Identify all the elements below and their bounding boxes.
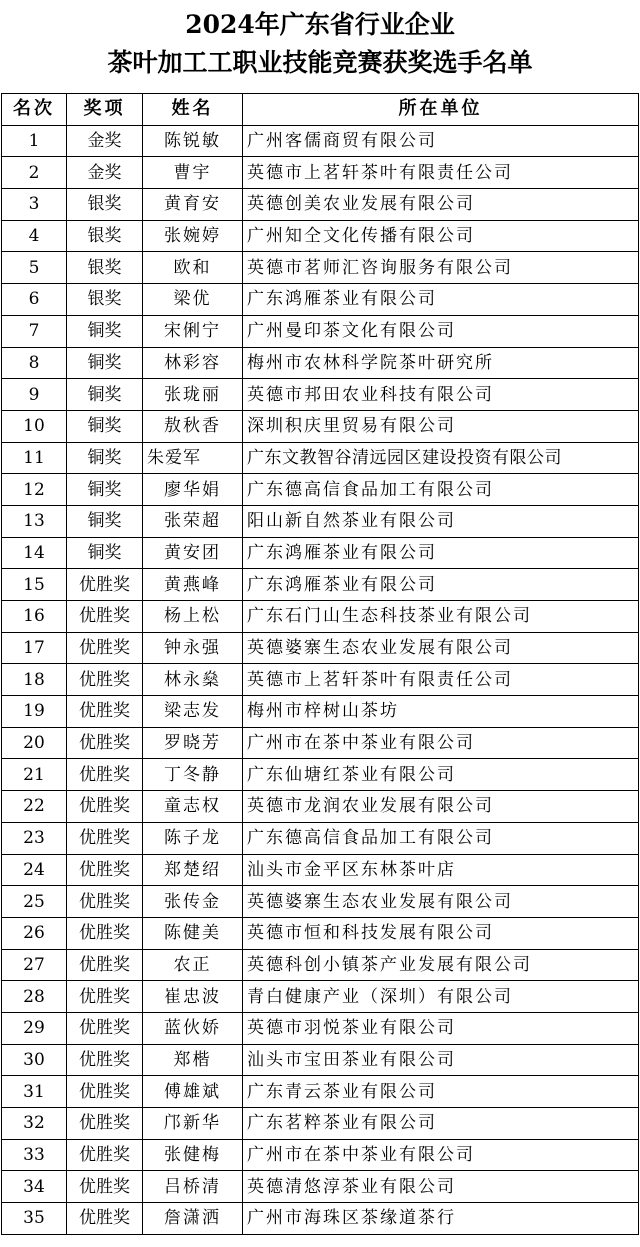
table-row xyxy=(2,505,639,537)
rank-cell: 15 xyxy=(2,569,67,601)
unit-cell: 英德市邦田农业科技有限公司 xyxy=(243,379,639,411)
unit-cell: 广州知仝文化传播有限公司 xyxy=(243,220,639,252)
award-cell: 优胜奖 xyxy=(67,569,143,601)
rank-cell: 2 xyxy=(2,157,67,189)
table-row xyxy=(2,854,639,886)
table-row xyxy=(2,886,639,918)
rank-cell: 11 xyxy=(2,442,67,474)
unit-cell: 广州市在茶中茶业有限公司 xyxy=(243,1139,639,1171)
unit-cell: 汕头市宝田茶业有限公司 xyxy=(243,1044,639,1076)
award-cell: 优胜奖 xyxy=(67,664,143,696)
name-cell: 林永燊 xyxy=(143,664,243,696)
name-cell: 张健梅 xyxy=(143,1139,243,1171)
table-row xyxy=(2,917,639,949)
unit-cell: 广东仙塘红茶业有限公司 xyxy=(243,759,639,791)
name-cell: 黄育安 xyxy=(143,189,243,221)
award-cell: 铜奖 xyxy=(67,410,143,442)
unit-cell: 英德婆寨生态农业发展有限公司 xyxy=(243,886,639,918)
unit-cell: 英德市上茗轩茶叶有限责任公司 xyxy=(243,157,639,189)
unit-cell: 广东青云茶业有限公司 xyxy=(243,1076,639,1108)
rank-cell: 9 xyxy=(2,379,67,411)
award-cell: 铜奖 xyxy=(67,474,143,506)
unit-cell: 英德创美农业发展有限公司 xyxy=(243,189,639,221)
table-row xyxy=(2,727,639,759)
unit-cell: 青白健康产业（深圳）有限公司 xyxy=(243,981,639,1013)
header-rank: 名次 xyxy=(2,94,67,126)
unit-cell: 广东鸿雁茶业有限公司 xyxy=(243,284,639,316)
award-cell: 铜奖 xyxy=(67,347,143,379)
winners-table xyxy=(1,93,639,1235)
award-cell: 优胜奖 xyxy=(67,1012,143,1044)
name-cell: 丁冬静 xyxy=(143,759,243,791)
award-cell: 金奖 xyxy=(67,157,143,189)
unit-cell: 阳山新自然茶业有限公司 xyxy=(243,505,639,537)
award-cell: 铜奖 xyxy=(67,442,143,474)
award-cell: 铜奖 xyxy=(67,315,143,347)
unit-cell: 广东德高信食品加工有限公司 xyxy=(243,822,639,854)
unit-cell: 深圳积庆里贸易有限公司 xyxy=(243,410,639,442)
rank-cell: 13 xyxy=(2,505,67,537)
unit-cell: 广东茗粹茶业有限公司 xyxy=(243,1108,639,1140)
rank-cell: 33 xyxy=(2,1139,67,1171)
unit-cell: 梅州市农林科学院茶叶研究所 xyxy=(243,347,639,379)
table-row xyxy=(2,379,639,411)
document-title-line1: 2024年广东省行业企业 xyxy=(185,10,455,39)
unit-cell: 广东鸿雁茶业有限公司 xyxy=(243,569,639,601)
award-cell: 铜奖 xyxy=(67,505,143,537)
table-row xyxy=(2,632,639,664)
table-row xyxy=(2,1076,639,1108)
rank-cell: 7 xyxy=(2,315,67,347)
rank-cell: 16 xyxy=(2,601,67,633)
award-cell: 铜奖 xyxy=(67,537,143,569)
award-cell: 优胜奖 xyxy=(67,1171,143,1203)
name-cell: 邝新华 xyxy=(143,1108,243,1140)
rank-cell: 21 xyxy=(2,759,67,791)
unit-cell: 英德婆寨生态农业发展有限公司 xyxy=(243,632,639,664)
table-row xyxy=(2,601,639,633)
name-cell: 陈健美 xyxy=(143,917,243,949)
unit-cell: 英德清悠淳茶业有限公司 xyxy=(243,1171,639,1203)
name-cell: 张珑丽 xyxy=(143,379,243,411)
name-cell: 林彩容 xyxy=(143,347,243,379)
rank-cell: 25 xyxy=(2,886,67,918)
table-row xyxy=(2,664,639,696)
name-cell: 傅雄斌 xyxy=(143,1076,243,1108)
rank-cell: 32 xyxy=(2,1108,67,1140)
name-cell: 罗晓芳 xyxy=(143,727,243,759)
name-cell: 张传金 xyxy=(143,886,243,918)
unit-cell: 广州市海珠区茶缘道茶行 xyxy=(243,1203,639,1235)
table-row xyxy=(2,220,639,252)
table-row xyxy=(2,569,639,601)
rank-cell: 19 xyxy=(2,696,67,728)
unit-cell: 广东鸿雁茶业有限公司 xyxy=(243,537,639,569)
name-cell: 敖秋香 xyxy=(143,410,243,442)
unit-cell: 广东文教智谷清远园区建设投资有限公司 xyxy=(243,442,639,474)
table-row xyxy=(2,949,639,981)
award-cell: 优胜奖 xyxy=(67,1108,143,1140)
unit-cell: 汕头市金平区东林茶叶店 xyxy=(243,854,639,886)
unit-cell: 英德市上茗轩茶叶有限责任公司 xyxy=(243,664,639,696)
name-cell: 农正 xyxy=(143,949,243,981)
unit-cell: 广东石门山生态科技茶业有限公司 xyxy=(243,601,639,633)
unit-cell: 英德市龙润农业发展有限公司 xyxy=(243,791,639,823)
rank-cell: 5 xyxy=(2,252,67,284)
table-row xyxy=(2,252,639,284)
table-row xyxy=(2,410,639,442)
name-cell: 陈子龙 xyxy=(143,822,243,854)
name-cell: 张荣超 xyxy=(143,505,243,537)
unit-cell: 英德科创小镇茶产业发展有限公司 xyxy=(243,949,639,981)
table-body xyxy=(2,125,639,1234)
award-cell: 金奖 xyxy=(67,125,143,157)
table-row xyxy=(2,442,639,474)
name-cell: 崔忠波 xyxy=(143,981,243,1013)
table-row xyxy=(2,315,639,347)
table-row xyxy=(2,696,639,728)
unit-cell: 广东德高信食品加工有限公司 xyxy=(243,474,639,506)
award-cell: 优胜奖 xyxy=(67,727,143,759)
name-cell: 蓝伙娇 xyxy=(143,1012,243,1044)
rank-cell: 6 xyxy=(2,284,67,316)
award-cell: 优胜奖 xyxy=(67,1076,143,1108)
table-row xyxy=(2,1108,639,1140)
header-name: 姓名 xyxy=(143,94,243,126)
unit-cell: 广州曼印茶文化有限公司 xyxy=(243,315,639,347)
award-cell: 优胜奖 xyxy=(67,791,143,823)
name-cell: 宋俐宁 xyxy=(143,315,243,347)
rank-cell: 14 xyxy=(2,537,67,569)
rank-cell: 29 xyxy=(2,1012,67,1044)
award-cell: 优胜奖 xyxy=(67,886,143,918)
table-header-row xyxy=(2,94,639,126)
award-cell: 银奖 xyxy=(67,189,143,221)
rank-cell: 24 xyxy=(2,854,67,886)
table-row xyxy=(2,759,639,791)
name-cell: 詹潇洒 xyxy=(143,1203,243,1235)
rank-cell: 30 xyxy=(2,1044,67,1076)
award-cell: 银奖 xyxy=(67,220,143,252)
name-cell: 杨上松 xyxy=(143,601,243,633)
table-row xyxy=(2,157,639,189)
unit-cell: 英德市恒和科技发展有限公司 xyxy=(243,917,639,949)
rank-cell: 20 xyxy=(2,727,67,759)
rank-cell: 8 xyxy=(2,347,67,379)
name-cell: 黄燕峰 xyxy=(143,569,243,601)
rank-cell: 28 xyxy=(2,981,67,1013)
award-cell: 优胜奖 xyxy=(67,759,143,791)
award-cell: 优胜奖 xyxy=(67,854,143,886)
table-row xyxy=(2,1139,639,1171)
table-row xyxy=(2,1171,639,1203)
rank-cell: 26 xyxy=(2,917,67,949)
rank-cell: 12 xyxy=(2,474,67,506)
document-title-line2: 茶叶加工工职业技能竞赛获奖选手名单 xyxy=(107,48,533,77)
table-row xyxy=(2,1203,639,1235)
name-cell: 梁优 xyxy=(143,284,243,316)
table-row xyxy=(2,1044,639,1076)
header-unit: 所在单位 xyxy=(243,94,639,126)
unit-cell: 英德市茗师汇咨询服务有限公司 xyxy=(243,252,639,284)
name-cell: 朱爱军 xyxy=(143,442,243,474)
header-award: 奖项 xyxy=(67,94,143,126)
rank-cell: 18 xyxy=(2,664,67,696)
rank-cell: 35 xyxy=(2,1203,67,1235)
rank-cell: 1 xyxy=(2,125,67,157)
rank-cell: 31 xyxy=(2,1076,67,1108)
table-row xyxy=(2,474,639,506)
name-cell: 廖华娟 xyxy=(143,474,243,506)
award-cell: 优胜奖 xyxy=(67,1203,143,1235)
name-cell: 张婉婷 xyxy=(143,220,243,252)
table-row xyxy=(2,1012,639,1044)
name-cell: 陈锐敏 xyxy=(143,125,243,157)
award-cell: 银奖 xyxy=(67,284,143,316)
name-cell: 钟永强 xyxy=(143,632,243,664)
rank-cell: 22 xyxy=(2,791,67,823)
award-cell: 优胜奖 xyxy=(67,917,143,949)
rank-cell: 34 xyxy=(2,1171,67,1203)
name-cell: 曹宇 xyxy=(143,157,243,189)
award-cell: 优胜奖 xyxy=(67,981,143,1013)
table-row xyxy=(2,284,639,316)
table-row xyxy=(2,791,639,823)
rank-cell: 4 xyxy=(2,220,67,252)
award-cell: 铜奖 xyxy=(67,379,143,411)
table-row xyxy=(2,347,639,379)
rank-cell: 27 xyxy=(2,949,67,981)
unit-cell: 广州市在茶中茶业有限公司 xyxy=(243,727,639,759)
award-cell: 优胜奖 xyxy=(67,601,143,633)
name-cell: 童志权 xyxy=(143,791,243,823)
name-cell: 欧和 xyxy=(143,252,243,284)
rank-cell: 23 xyxy=(2,822,67,854)
award-cell: 银奖 xyxy=(67,252,143,284)
table-row xyxy=(2,125,639,157)
name-cell: 梁志发 xyxy=(143,696,243,728)
award-cell: 优胜奖 xyxy=(67,632,143,664)
unit-cell: 梅州市梓树山茶坊 xyxy=(243,696,639,728)
unit-cell: 英德市羽悦茶业有限公司 xyxy=(243,1012,639,1044)
name-cell: 吕桥清 xyxy=(143,1171,243,1203)
award-cell: 优胜奖 xyxy=(67,1044,143,1076)
award-cell: 优胜奖 xyxy=(67,1139,143,1171)
name-cell: 郑楷 xyxy=(143,1044,243,1076)
name-cell: 郑楚绍 xyxy=(143,854,243,886)
table-row xyxy=(2,189,639,221)
rank-cell: 3 xyxy=(2,189,67,221)
award-cell: 优胜奖 xyxy=(67,822,143,854)
unit-cell: 广州客儒商贸有限公司 xyxy=(243,125,639,157)
rank-cell: 17 xyxy=(2,632,67,664)
rank-cell: 10 xyxy=(2,410,67,442)
award-cell: 优胜奖 xyxy=(67,696,143,728)
table-row xyxy=(2,822,639,854)
table-row xyxy=(2,537,639,569)
table-row xyxy=(2,981,639,1013)
name-cell: 黄安团 xyxy=(143,537,243,569)
award-cell: 优胜奖 xyxy=(67,949,143,981)
